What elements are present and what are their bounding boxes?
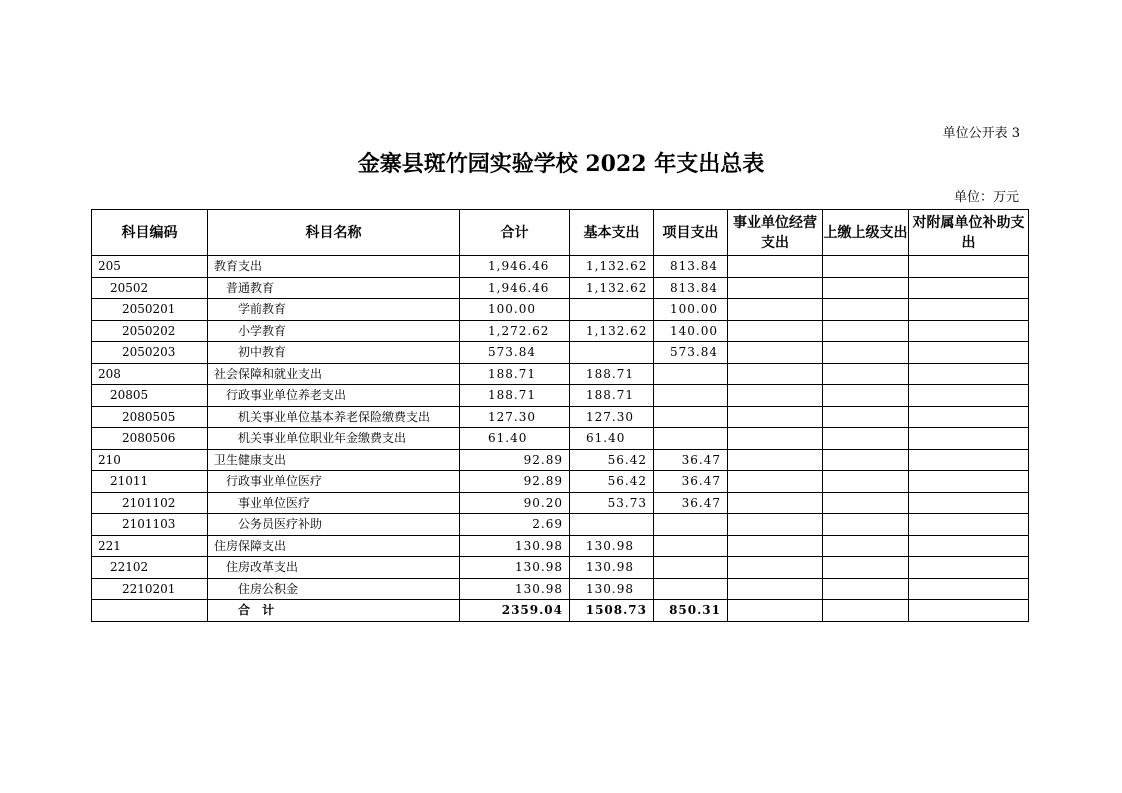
cell-project: 573.84 bbox=[654, 342, 728, 364]
cell-total: 2.69 bbox=[460, 514, 570, 536]
column-header: 基本支出 bbox=[570, 210, 654, 256]
expenditure-table bbox=[91, 209, 1029, 622]
cell-basic: 1,132.62 bbox=[570, 277, 654, 299]
cell-project bbox=[654, 557, 728, 579]
cell-basic bbox=[570, 342, 654, 364]
cell-project bbox=[654, 428, 728, 450]
cell-basic: 53.73 bbox=[570, 492, 654, 514]
cell-code: 20805 bbox=[92, 385, 208, 407]
table-row bbox=[92, 492, 1029, 514]
cell-name: 普通教育 bbox=[208, 277, 460, 299]
cell-basic: 130.98 bbox=[570, 557, 654, 579]
cell-basic: 188.71 bbox=[570, 385, 654, 407]
form-number: 单位公开表 3 bbox=[942, 126, 1020, 141]
cell-name: 行政事业单位养老支出 bbox=[208, 385, 460, 407]
cell-code: 2050202 bbox=[92, 320, 208, 342]
cell-name: 事业单位医疗 bbox=[208, 492, 460, 514]
cell-basic bbox=[570, 299, 654, 321]
column-header: 科目名称 bbox=[208, 210, 460, 256]
cell-name: 住房保障支出 bbox=[208, 535, 460, 557]
cell-name: 机关事业单位基本养老保险缴费支出 bbox=[208, 406, 460, 428]
table-row bbox=[92, 320, 1029, 342]
page-title: 金寨县斑竹园实验学校 2022 年支出总表 bbox=[357, 151, 765, 177]
cell-code: 2050201 bbox=[92, 299, 208, 321]
cell-total: 92.89 bbox=[460, 471, 570, 493]
total-project: 850.31 bbox=[654, 600, 728, 622]
cell-basic: 1,132.62 bbox=[570, 320, 654, 342]
cell-total: 61.40 bbox=[460, 428, 570, 450]
cell-code: 2050203 bbox=[92, 342, 208, 364]
column-header: 事业单位经营支出 bbox=[728, 210, 823, 256]
cell-total: 130.98 bbox=[460, 557, 570, 579]
cell-code: 2101102 bbox=[92, 492, 208, 514]
table-row bbox=[92, 535, 1029, 557]
table-row bbox=[92, 342, 1029, 364]
cell-project: 36.47 bbox=[654, 492, 728, 514]
cell-project bbox=[654, 363, 728, 385]
table-row bbox=[92, 578, 1029, 600]
cell-total: 1,946.46 bbox=[460, 256, 570, 278]
cell-total: 92.89 bbox=[460, 449, 570, 471]
unit-label: 单位：万元 bbox=[953, 190, 1019, 205]
cell-total: 1,946.46 bbox=[460, 277, 570, 299]
cell-project bbox=[654, 535, 728, 557]
cell-total: 573.84 bbox=[460, 342, 570, 364]
cell-project: 813.84 bbox=[654, 256, 728, 278]
cell-name: 住房改革支出 bbox=[208, 557, 460, 579]
cell-total: 100.00 bbox=[460, 299, 570, 321]
cell-total: 1,272.62 bbox=[460, 320, 570, 342]
cell-total: 127.30 bbox=[460, 406, 570, 428]
cell-project bbox=[654, 578, 728, 600]
cell-name: 住房公积金 bbox=[208, 578, 460, 600]
cell-project: 140.00 bbox=[654, 320, 728, 342]
cell-project: 100.00 bbox=[654, 299, 728, 321]
table-row bbox=[92, 557, 1029, 579]
cell-basic: 56.42 bbox=[570, 471, 654, 493]
cell-total: 130.98 bbox=[460, 535, 570, 557]
cell-basic: 130.98 bbox=[570, 578, 654, 600]
cell-basic: 56.42 bbox=[570, 449, 654, 471]
cell-total: 188.71 bbox=[460, 385, 570, 407]
table-row bbox=[92, 277, 1029, 299]
cell-basic: 61.40 bbox=[570, 428, 654, 450]
total-basic: 1508.73 bbox=[570, 600, 654, 622]
cell-code: 2210201 bbox=[92, 578, 208, 600]
cell-name: 行政事业单位医疗 bbox=[208, 471, 460, 493]
cell-total: 188.71 bbox=[460, 363, 570, 385]
cell-project: 36.47 bbox=[654, 471, 728, 493]
cell-code: 2080505 bbox=[92, 406, 208, 428]
cell-name: 初中教育 bbox=[208, 342, 460, 364]
cell-project bbox=[654, 385, 728, 407]
table-row bbox=[92, 385, 1029, 407]
cell-name: 卫生健康支出 bbox=[208, 449, 460, 471]
cell-basic: 188.71 bbox=[570, 363, 654, 385]
cell-project: 813.84 bbox=[654, 277, 728, 299]
table-row bbox=[92, 363, 1029, 385]
table-row bbox=[92, 471, 1029, 493]
cell-project: 36.47 bbox=[654, 449, 728, 471]
column-header: 项目支出 bbox=[654, 210, 728, 256]
table-row bbox=[92, 449, 1029, 471]
total-amount: 2359.04 bbox=[460, 600, 570, 622]
cell-code: 2080506 bbox=[92, 428, 208, 450]
column-header: 合计 bbox=[460, 210, 570, 256]
cell-total: 130.98 bbox=[460, 578, 570, 600]
table-row bbox=[92, 514, 1029, 536]
cell-name: 公务员医疗补助 bbox=[208, 514, 460, 536]
column-header: 科目编码 bbox=[92, 210, 208, 256]
cell-code: 221 bbox=[92, 535, 208, 557]
total-row bbox=[92, 600, 1029, 622]
cell-name: 社会保障和就业支出 bbox=[208, 363, 460, 385]
table-row bbox=[92, 406, 1029, 428]
column-header: 上缴上级支出 bbox=[823, 210, 909, 256]
cell-basic bbox=[570, 514, 654, 536]
cell-name: 机关事业单位职业年金缴费支出 bbox=[208, 428, 460, 450]
table-row bbox=[92, 299, 1029, 321]
column-header: 对附属单位补助支出 bbox=[909, 210, 1029, 256]
cell-code: 20502 bbox=[92, 277, 208, 299]
table-row bbox=[92, 428, 1029, 450]
table-row bbox=[92, 256, 1029, 278]
cell-project bbox=[654, 514, 728, 536]
cell-total: 90.20 bbox=[460, 492, 570, 514]
cell-code: 22102 bbox=[92, 557, 208, 579]
cell-name: 教育支出 bbox=[208, 256, 460, 278]
cell-basic: 1,132.62 bbox=[570, 256, 654, 278]
cell-code: 21011 bbox=[92, 471, 208, 493]
cell-basic: 130.98 bbox=[570, 535, 654, 557]
cell-name: 小学教育 bbox=[208, 320, 460, 342]
cell-code: 205 bbox=[92, 256, 208, 278]
total-label: 合 计 bbox=[208, 600, 460, 622]
table-header-row bbox=[92, 210, 1029, 256]
cell-code: 210 bbox=[92, 449, 208, 471]
cell-project bbox=[654, 406, 728, 428]
cell-code: 2101103 bbox=[92, 514, 208, 536]
cell-name: 学前教育 bbox=[208, 299, 460, 321]
cell-code: 208 bbox=[92, 363, 208, 385]
cell-basic: 127.30 bbox=[570, 406, 654, 428]
